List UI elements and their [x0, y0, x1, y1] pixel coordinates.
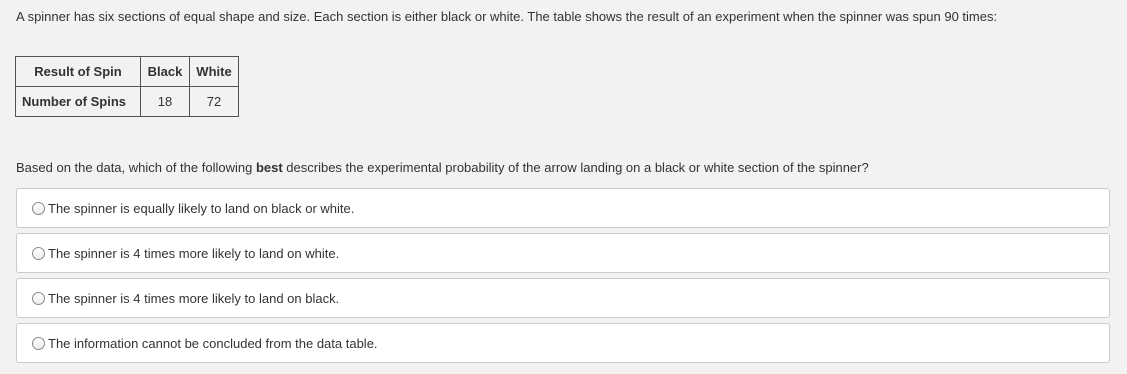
answer-choices — [16, 188, 1110, 368]
answer-choice-label: The spinner is 4 times more likely to land on black. — [48, 290, 340, 306]
table-header-black: Black — [141, 57, 190, 87]
answer-choice-label: The information cannot be concluded from the data table. — [48, 335, 378, 351]
prompt-text-start: Based on the data, which of the following — [16, 160, 256, 175]
prompt-emphasis: best — [255, 160, 283, 175]
table-row-label-number-of-spins: Number of Spins — [16, 87, 141, 117]
answer-choice-b[interactable] — [16, 233, 1110, 273]
table-header-row — [16, 57, 239, 87]
table-row — [16, 87, 239, 117]
answer-choice-label: The spinner is 4 times more likely to land on white. — [48, 245, 340, 261]
table-header-white: White — [190, 57, 239, 87]
spin-results-table — [15, 56, 239, 117]
radio-button-b[interactable] — [32, 247, 45, 260]
answer-choice-label: The spinner is equally likely to land on black or white. — [48, 200, 355, 216]
table-header-result-of-spin: Result of Spin — [16, 57, 141, 87]
answer-choice-d[interactable] — [16, 323, 1110, 363]
prompt-text-end: describes the experimental probability of the arrow landing on a black or white section of the spinner? — [282, 160, 869, 175]
radio-button-a[interactable] — [32, 202, 45, 215]
radio-button-c[interactable] — [32, 292, 45, 305]
table-cell-white-count: 72 — [190, 87, 239, 117]
answer-choice-c[interactable] — [16, 278, 1110, 318]
question-prompt — [16, 160, 869, 176]
radio-button-d[interactable] — [32, 337, 45, 350]
answer-choice-a[interactable] — [16, 188, 1110, 228]
table-cell-black-count: 18 — [141, 87, 190, 117]
question-intro-text: A spinner has six sections of equal shape and size. Each section is either black or white. The table shows the result of an experiment when the spinner was spun 90 times: — [16, 9, 998, 24]
